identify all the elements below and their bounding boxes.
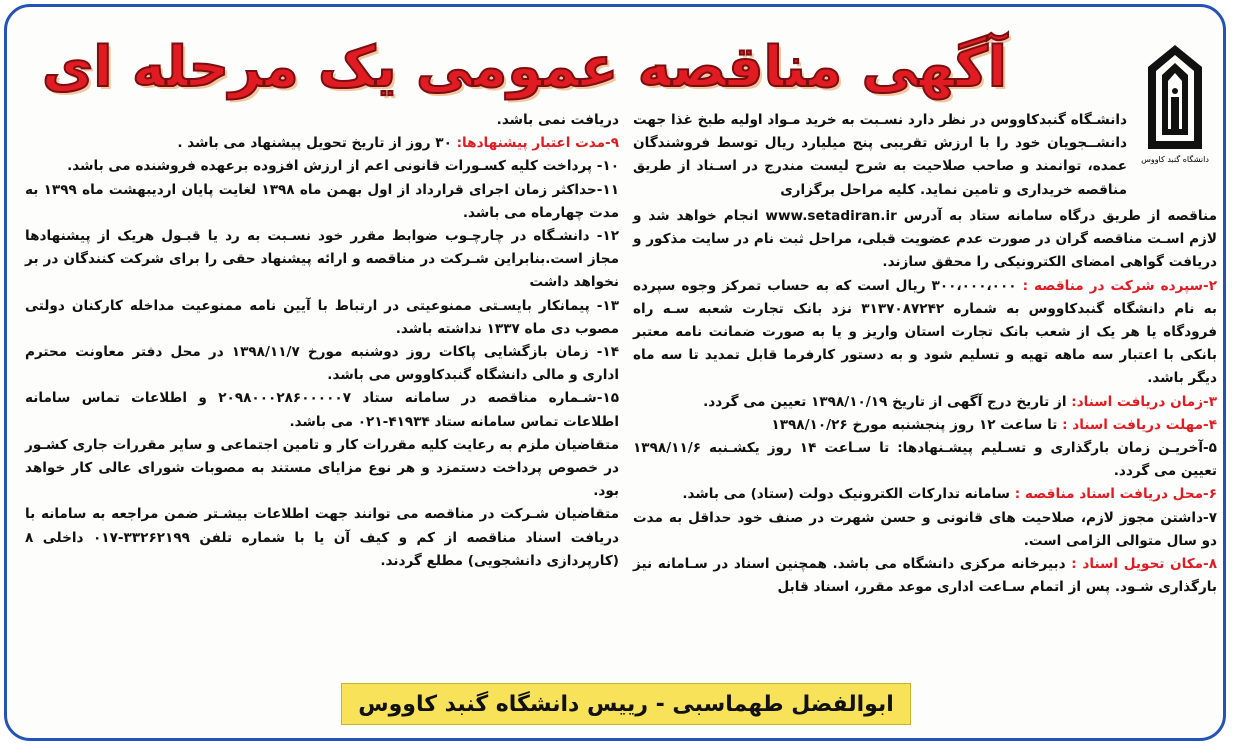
note-contact-info: متقاضیان شـرکت در مناقصه می توانند جهت اطلاعات بیشـتر ضمن مراجعه به سامانه با دریافت اسناد مناقصه از کم و کیف آن یا با شماره تلفن ۳۳۲۶۲۱۹۹-۰۱۷ داخلی ۸ (کارپردازی دانشجویی) مطلع گردند. — [25, 506, 619, 569]
item-delivery-place-text: دبیرخانه مرکزی دانشگاه می باشد. همچنین اسناد در سـامانه نیز بارگذاری شـود. پس از اتمام سـاعت اداری موعد مقرر، اسناد قابل — [633, 556, 1217, 596]
item-document-deadline-label: ۴-مهلت دریافت اسناد : — [1062, 416, 1217, 433]
item-delivery-place — [633, 553, 1217, 599]
page-title: آگهی مناقصه عمومی یک مرحله ای — [41, 35, 1007, 100]
item-license: ۷-داشتن مجوز لازم، صلاحیت های قانونی و حسن شهرت در صنف خود حداقل به مدت دو سال متوالی الزامی است. — [633, 509, 1217, 549]
item-opening-time: ۱۴- زمان بازگشایی پاکات روز دوشنبه مورخ ۱۳۹۸/۱۱/۷ در محل دفتر معاونت محترم اداری و مالی دانشگاه گنبدکاووس می باشد. — [25, 344, 619, 384]
item-document-deadline — [633, 414, 1217, 437]
university-gate-logo-icon — [1142, 41, 1208, 153]
item-validity — [25, 132, 619, 155]
item-upload-deadline: ۵-آخریـن زمان بارگذاری و تسـلیم پیشـنهادها: تا سـاعت ۱۴ روز یکشـنبه ۱۳۹۸/۱۱/۶ تعیین می گردد. — [633, 440, 1217, 480]
item-validity-text: ۳۰ روز از تاریخ تحویل پیشنهاد می باشد . — [177, 135, 452, 152]
signature-text: ابوالفضل طهماسبی - رییس دانشگاه گنبد کاووس — [358, 691, 894, 717]
item-validity-label: ۹-مدت اعتبار پیشنهادها: — [456, 135, 619, 152]
intro-paragraph: دانشـگاه گنبدکاووس در نظر دارد نسـبت به خرید مـواد اولیه طبخ غذا جهت دانشــجویان خود را با ارزش تقریبی پنج میلیارد ریال توسط فروشندگان عمده، توانمند و صاحب صلاحیت به شرح لیست مندرج در اسـناد از طریق مناقصه خریداری و تامین نماید. کلیه مراحل برگزاری — [633, 112, 1127, 198]
item-delivery-place-label: ۸-مکان تحویل اسناد : — [1071, 556, 1218, 573]
item-delivery-continued: دریافت نمی باشد. — [496, 112, 619, 128]
item-document-place-label: ۶-محل دریافت اسناد مناقصه : — [1014, 486, 1217, 503]
intro-paragraph-continued: مناقصه از طریق درگاه سامانه ستاد به آدرس www.setadiran.ir انجام خواهد شد و لازم اسـت مناقصه گران در صورت عدم عضویت قبلی، مراحل ثبت نام در سایت مذکور و دریافت گواهی امضای الکترونیکی را محقق سازند. — [633, 208, 1217, 271]
university-logo — [1139, 41, 1211, 175]
right-column-full — [633, 205, 1217, 599]
note-labor-rules: متقاضیان ملزم به رعایت کلیه مقررات کار و تامین اجتماعی و سایر مقررات جاری کشـور در خصوص پرداخت دستمزد و هر نوع مزایای مستند به مصوبات شورای عالی کار خواهد بود. — [25, 436, 619, 500]
item-contract-duration: ۱۱-حداکثر زمان اجرای قرارداد از اول بهمن ماه ۱۳۹۸ لغایت پایان اردیبهشت ماه ۱۳۹۹ به مدت چهارماه می باشد. — [25, 181, 619, 221]
item-document-place — [633, 483, 1217, 506]
item-deposit-label: ۲-سپرده شرکت در مناقصه : — [1022, 277, 1217, 294]
left-column — [25, 109, 619, 573]
item-university-rights: ۱۲- دانشـگاه در چارچـوب ضوابط مقرر خود نسـبت به رد یا قبـول هریک از پیشنهادها مجاز است.بنابراین شـرکت در مناقصه و ارائه پیشنهاد حقی را برای شرکت کنندگان در بر نخواهد داشت — [25, 228, 619, 291]
item-deposit — [633, 275, 1217, 391]
signature-bar — [341, 683, 911, 725]
item-document-time-label: ۳-زمان دریافت اسناد: — [1071, 393, 1217, 410]
item-deposit-text: ۳۰۰،۰۰۰،۰۰۰ ریال است که به حساب تمرکز وجوه سپرده به نام دانشگاه گنبدکاووس به شماره ۳۱۳۷۰۸۷۲۴۲ نزد بانک تجارت شعبه سـه راه فرودگاه یا هر یک از شعب بانک تجارت استان واریز و یا به صورت ضمانت نامه معتبر بانکی با اعتبار سه ماهه تهیه و تسلیم شود و به دستور کارفرما قابل تمدید تا سه ماه دیگر باشد. — [633, 277, 1217, 387]
advertisement-frame — [4, 4, 1226, 741]
item-document-time-text: از تاریخ درج آگهی از تاریخ ۱۳۹۸/۱۰/۱۹ تعیین می گردد. — [703, 393, 1067, 410]
item-document-deadline-text: تا ساعت ۱۲ روز پنجشنبه مورخ ۱۳۹۸/۱۰/۲۶ — [771, 416, 1058, 433]
logo-caption: دانشگاه گنبد کاووس — [1141, 155, 1209, 164]
item-deductions: ۱۰- پرداخت کلیه کسـورات قانونی اعم از ارزش افزوده برعهده فروشنده می باشد. — [67, 158, 619, 175]
item-document-time — [633, 391, 1217, 414]
item-document-place-text: سامانه تدارکات الکترونیک دولت (ستاد) می باشد. — [682, 486, 1011, 503]
item-contractor-restriction: ۱۳- پیمانکار بایسـتی ممنوعیتی در ارتباط با آیین نامه ممنوعیت مداخله کارکنان دولتی مصوب دی ماه ۱۳۳۷ نداشته باشد. — [25, 297, 619, 337]
item-tender-number: ۱۵-شـماره مناقصه در سامانه ستاد ۲۰۹۸۰۰۰۲۸۶۰۰۰۰۰۷ و اطلاعات تماس سامانه اطلاعات تماس سامانه ستاد ۴۱۹۳۴-۰۲۱ می باشد. — [25, 390, 619, 430]
right-column-narrow — [633, 109, 1127, 202]
